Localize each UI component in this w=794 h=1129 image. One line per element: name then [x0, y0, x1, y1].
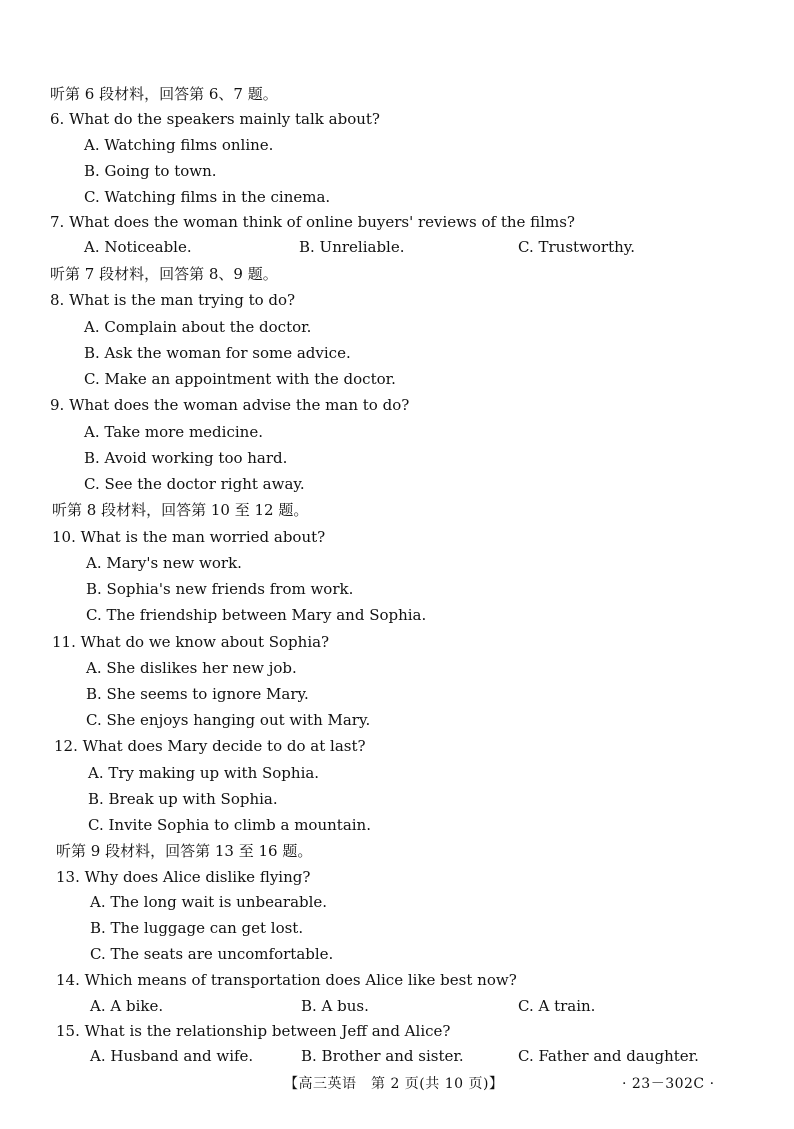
question-option: A. A bike.	[90, 997, 164, 1015]
question-option: B. She seems to ignore Mary.	[86, 685, 309, 703]
section-header: 听第 7 段材料，回答第 8、9 题。	[50, 265, 278, 283]
question-option: B. Avoid working too hard.	[84, 449, 288, 467]
question-option: A. She dislikes her new job.	[86, 659, 297, 677]
question-option: C. Make an appointment with the doctor.	[84, 370, 396, 388]
question-stem: 6. What do the speakers mainly talk about?	[50, 110, 380, 128]
question-option: B. Ask the woman for some advice.	[84, 344, 351, 362]
question-option: A. Watching films online.	[84, 136, 274, 154]
question-option: C. She enjoys hanging out with Mary.	[86, 711, 371, 729]
question-option: A. Complain about the doctor.	[84, 318, 312, 336]
question-option: C. Trustworthy.	[518, 238, 636, 256]
question-option: B. Going to town.	[84, 162, 217, 180]
question-option: C. The seats are uncomfortable.	[90, 945, 334, 963]
question-option: B. Unreliable.	[299, 238, 405, 256]
question-option: A. Noticeable.	[84, 238, 192, 256]
section-header: 听第 6 段材料，回答第 6、7 题。	[50, 85, 278, 103]
question-stem: 15. What is the relationship between Jeff and Alice?	[56, 1022, 451, 1040]
question-stem: 12. What does Mary decide to do at last?	[54, 737, 366, 755]
question-stem: 11. What do we know about Sophia?	[52, 633, 330, 651]
question-option: B. The luggage can get lost.	[90, 919, 304, 937]
question-stem: 9. What does the woman advise the man to do?	[50, 396, 410, 414]
question-stem: 8. What is the man trying to do?	[50, 291, 296, 309]
question-stem: 13. Why does Alice dislike flying?	[56, 868, 311, 886]
question-option: C. Father and daughter.	[518, 1047, 699, 1065]
question-option: C. The friendship between Mary and Sophia.	[86, 606, 427, 624]
question-option: C. A train.	[518, 997, 596, 1015]
page-footer: 【高三英语 第 2 页(共 10 页)】	[284, 1076, 504, 1092]
question-option: A. Take more medicine.	[84, 423, 263, 441]
question-option: C. Invite Sophia to climb a mountain.	[88, 816, 371, 834]
question-option: A. The long wait is unbearable.	[90, 893, 328, 911]
question-option: B. Break up with Sophia.	[88, 790, 278, 808]
question-option: C. Watching films in the cinema.	[84, 188, 331, 206]
question-option: A. Husband and wife.	[90, 1047, 254, 1065]
section-header: 听第 9 段材料，回答第 13 至 16 题。	[56, 842, 313, 860]
question-option: A. Try making up with Sophia.	[88, 764, 320, 782]
question-option: B. Brother and sister.	[301, 1047, 464, 1065]
question-option: B. A bus.	[301, 997, 369, 1015]
section-header: 听第 8 段材料，回答第 10 至 12 题。	[52, 501, 309, 519]
question-stem: 14. Which means of transportation does Alice like best now?	[56, 971, 517, 989]
exam-code: · 23－302C ·	[622, 1076, 715, 1092]
question-option: A. Mary's new work.	[86, 554, 242, 572]
question-stem: 10. What is the man worried about?	[52, 528, 326, 546]
question-option: C. See the doctor right away.	[84, 475, 305, 493]
question-option: B. Sophia's new friends from work.	[86, 580, 354, 598]
question-stem: 7. What does the woman think of online buyers' reviews of the films?	[50, 213, 575, 231]
